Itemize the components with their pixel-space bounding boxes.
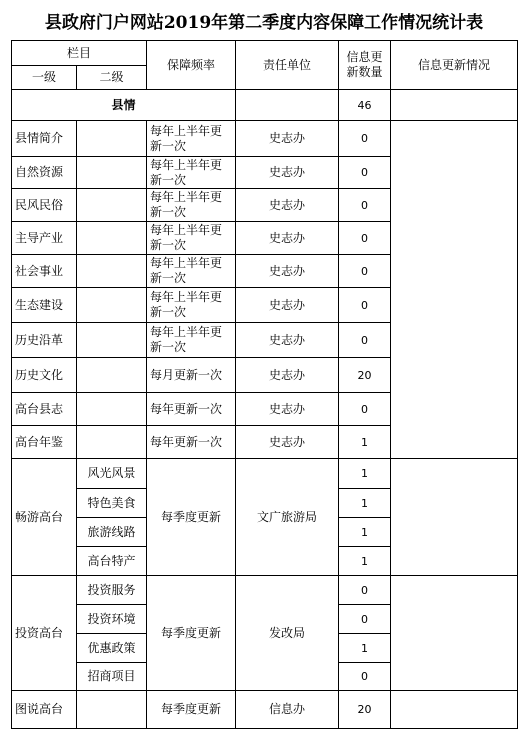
- row-name: 自然资源: [12, 157, 77, 189]
- table-row: [12, 691, 518, 729]
- row-sub-empty: [77, 323, 147, 358]
- header-level1: 一级: [12, 66, 77, 90]
- row-info-empty: [391, 691, 518, 729]
- row-sub-empty: [77, 691, 147, 729]
- row-count: 20: [339, 691, 391, 729]
- header-info: 信息更新情况: [391, 41, 518, 90]
- row-name: 主导产业: [12, 222, 77, 255]
- row-count: 0: [339, 222, 391, 255]
- row-frequency: 每季度更新: [147, 691, 236, 729]
- sub-name: 投资服务: [77, 576, 147, 605]
- row-unit: 史志办: [236, 323, 339, 358]
- sub-count: 1: [339, 459, 391, 489]
- row-name: 图说高台: [12, 691, 77, 729]
- group-unit: 文广旅游局: [236, 459, 339, 576]
- sub-name: 风光风景: [77, 459, 147, 489]
- row-frequency: 每年更新一次: [147, 393, 236, 426]
- row-count: 0: [339, 255, 391, 288]
- row-unit: 史志办: [236, 121, 339, 157]
- header-frequency: 保障频率: [147, 41, 236, 90]
- row-count: 1: [339, 426, 391, 459]
- group-info-cell: [391, 459, 518, 576]
- sub-name: 特色美食: [77, 489, 147, 518]
- table-row: [12, 121, 518, 157]
- row-frequency: 每年上半年更新一次: [147, 189, 236, 222]
- sub-name: 投资环境: [77, 605, 147, 634]
- row-unit: 史志办: [236, 157, 339, 189]
- row-name: 县情简介: [12, 121, 77, 157]
- row-frequency: 每年上半年更新一次: [147, 222, 236, 255]
- sub-name: 优惠政策: [77, 634, 147, 663]
- summary-label: 县情: [12, 90, 236, 121]
- row-sub-empty: [77, 121, 147, 157]
- row-name: 历史文化: [12, 358, 77, 393]
- group-row: [12, 459, 518, 489]
- group-frequency: 每季度更新: [147, 459, 236, 576]
- sub-count: 1: [339, 634, 391, 663]
- row-frequency: 每年更新一次: [147, 426, 236, 459]
- row-sub-empty: [77, 393, 147, 426]
- header-column-group: 栏目: [12, 41, 147, 66]
- row-frequency: 每年上半年更新一次: [147, 157, 236, 189]
- row-unit: 信息办: [236, 691, 339, 729]
- group-name: 投资高台: [12, 576, 77, 691]
- sub-name: 旅游线路: [77, 518, 147, 547]
- summary-unit-cell: [236, 90, 339, 121]
- row-unit: 史志办: [236, 393, 339, 426]
- row-name: 历史沿革: [12, 323, 77, 358]
- sub-count: 1: [339, 518, 391, 547]
- group-name: 畅游高台: [12, 459, 77, 576]
- sub-name: 高台特产: [77, 547, 147, 576]
- row-frequency: 每年上半年更新一次: [147, 121, 236, 157]
- row-count: 0: [339, 393, 391, 426]
- group-row: [12, 576, 518, 605]
- row-frequency: 每年上半年更新一次: [147, 323, 236, 358]
- summary-info-cell: [391, 90, 518, 121]
- row-count: 0: [339, 189, 391, 222]
- row-name: 民风民俗: [12, 189, 77, 222]
- row-count: 0: [339, 323, 391, 358]
- row-sub-empty: [77, 157, 147, 189]
- row-unit: 史志办: [236, 255, 339, 288]
- row-sub-empty: [77, 189, 147, 222]
- header-level2: 二级: [77, 66, 147, 90]
- row-name: 高台县志: [12, 393, 77, 426]
- statistics-table: [11, 40, 518, 729]
- row-frequency: 每年上半年更新一次: [147, 255, 236, 288]
- group-info-cell: [391, 576, 518, 691]
- info-cell-merged: [391, 121, 518, 459]
- page-title: 县政府门户网站2019年第二季度内容保障工作情况统计表: [44, 13, 484, 33]
- row-unit: 史志办: [236, 288, 339, 323]
- row-unit: 史志办: [236, 222, 339, 255]
- row-sub-empty: [77, 288, 147, 323]
- header-count: 信息更新数量: [339, 41, 391, 90]
- sub-name: 招商项目: [77, 663, 147, 691]
- row-frequency: 每年上半年更新一次: [147, 288, 236, 323]
- sub-count: 0: [339, 663, 391, 691]
- sub-count: 0: [339, 576, 391, 605]
- sub-count: 1: [339, 547, 391, 576]
- sub-count: 0: [339, 605, 391, 634]
- row-name: 高台年鉴: [12, 426, 77, 459]
- row-unit: 史志办: [236, 189, 339, 222]
- header-unit: 责任单位: [236, 41, 339, 90]
- row-count: 0: [339, 121, 391, 157]
- summary-row: [12, 90, 518, 121]
- row-frequency: 每月更新一次: [147, 358, 236, 393]
- row-sub-empty: [77, 255, 147, 288]
- row-sub-empty: [77, 358, 147, 393]
- row-count: 0: [339, 157, 391, 189]
- row-name: 社会事业: [12, 255, 77, 288]
- row-count: 0: [339, 288, 391, 323]
- row-sub-empty: [77, 222, 147, 255]
- group-unit: 发改局: [236, 576, 339, 691]
- sub-count: 1: [339, 489, 391, 518]
- row-unit: 史志办: [236, 426, 339, 459]
- row-unit: 史志办: [236, 358, 339, 393]
- row-count: 20: [339, 358, 391, 393]
- summary-count: 46: [339, 90, 391, 121]
- row-sub-empty: [77, 426, 147, 459]
- row-name: 生态建设: [12, 288, 77, 323]
- group-frequency: 每季度更新: [147, 576, 236, 691]
